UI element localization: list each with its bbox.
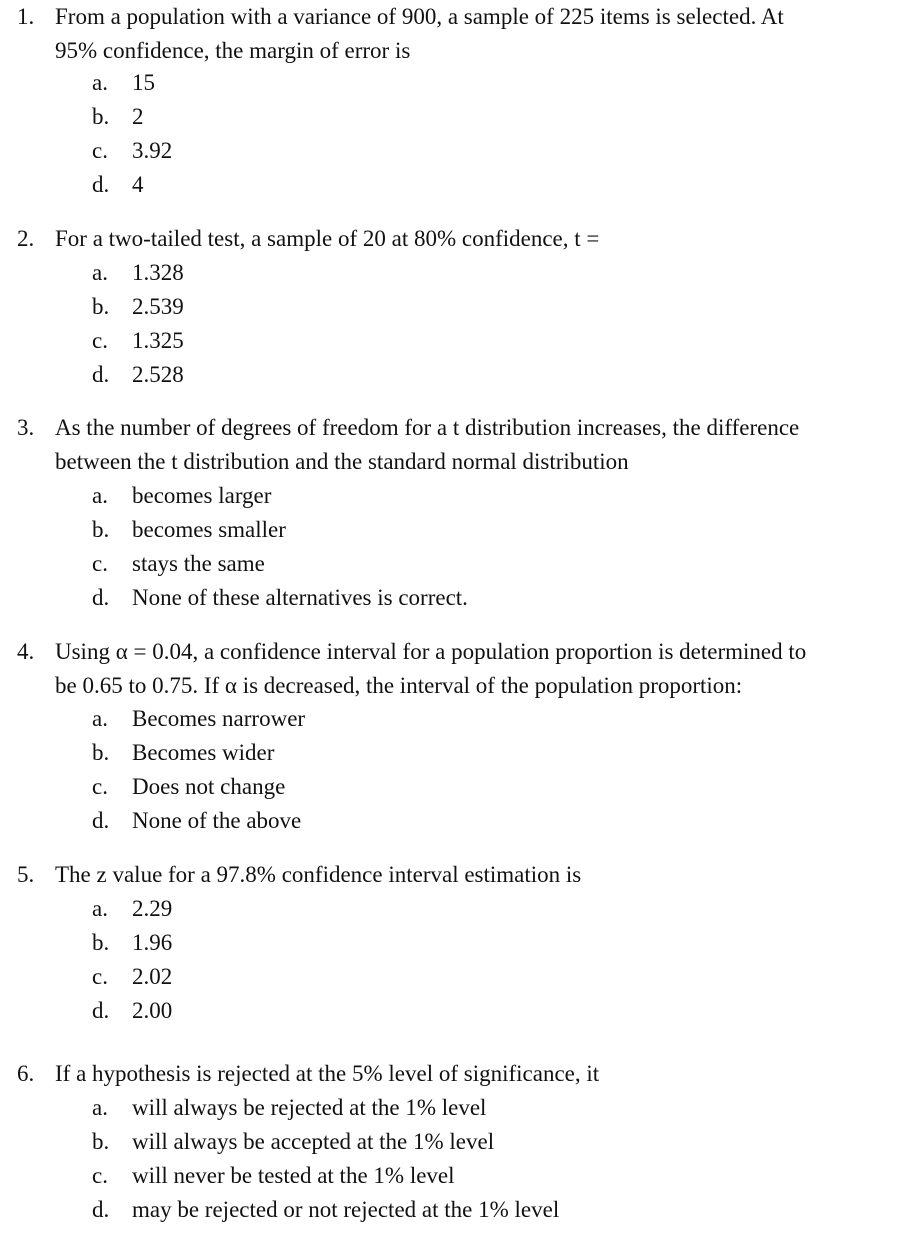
question-number: 5. — [17, 862, 35, 887]
stem-line: be 0.65 to 0.75. If α is decreased, the interval of the population proportion: — [55, 673, 743, 698]
option-letter: d. — [92, 362, 110, 387]
option-letter: d. — [92, 998, 110, 1023]
option-a — [92, 1091, 486, 1125]
option-b — [92, 100, 144, 134]
question-number: 1. — [17, 4, 35, 29]
option-letter: a. — [92, 896, 108, 921]
option-text: will always be accepted at the 1% level — [132, 1129, 495, 1154]
option-c — [92, 1159, 455, 1193]
option-letter: a. — [92, 1095, 108, 1120]
option-a — [92, 256, 184, 290]
option-letter: a. — [92, 260, 108, 285]
question-stem — [55, 222, 910, 256]
option-d — [92, 1193, 559, 1227]
stem-line: Using α = 0.04, a confidence interval for a population proportion is determined to — [55, 639, 807, 664]
option-letter: d. — [92, 1197, 110, 1222]
question-number: 2. — [17, 226, 35, 251]
option-text: 2.528 — [132, 362, 184, 387]
option-text: 2 — [132, 104, 144, 129]
option-c — [92, 770, 285, 804]
question-number: 3. — [17, 415, 35, 440]
option-letter: b. — [92, 104, 110, 129]
stem-line: The z value for a 97.8% confidence interval estimation is — [55, 862, 582, 887]
option-d — [92, 994, 172, 1028]
option-text: 3.92 — [132, 138, 173, 163]
question-stem — [55, 635, 910, 703]
option-letter: d. — [92, 585, 110, 610]
option-text: None of these alternatives is correct. — [132, 585, 468, 610]
option-text: becomes larger — [132, 483, 272, 508]
option-b — [92, 1125, 494, 1159]
option-c — [92, 960, 172, 994]
option-letter: b. — [92, 930, 110, 955]
question-stem — [55, 0, 910, 68]
option-a — [92, 479, 271, 513]
option-b — [92, 513, 286, 547]
option-text: Becomes narrower — [132, 706, 306, 731]
stem-line: As the number of degrees of freedom for a t distribution increases, the difference — [55, 415, 800, 440]
option-d — [92, 581, 468, 615]
option-c — [92, 324, 184, 358]
option-c — [92, 547, 265, 581]
question-stem — [55, 411, 910, 479]
option-text: 1.328 — [132, 260, 184, 285]
option-text: 4 — [132, 172, 144, 197]
option-text: will always be rejected at the 1% level — [132, 1095, 487, 1120]
option-letter: c. — [92, 964, 108, 989]
stem-line: 95% confidence, the margin of error is — [55, 38, 411, 63]
option-text: 2.02 — [132, 964, 173, 989]
option-letter: c. — [92, 138, 108, 163]
option-text: will never be tested at the 1% level — [132, 1163, 455, 1188]
option-text: stays the same — [132, 551, 265, 576]
option-a — [92, 702, 305, 736]
option-letter: b. — [92, 740, 110, 765]
stem-line: between the t distribution and the standard normal distribution — [55, 449, 629, 474]
option-a — [92, 66, 155, 100]
option-letter: d. — [92, 808, 110, 833]
question-stem — [55, 1057, 910, 1091]
question-number: 4. — [17, 639, 35, 664]
option-letter: a. — [92, 483, 108, 508]
option-letter: c. — [92, 328, 108, 353]
option-d — [92, 358, 184, 392]
option-text: becomes smaller — [132, 517, 286, 542]
option-text: 2.539 — [132, 294, 184, 319]
option-d — [92, 804, 301, 838]
option-c — [92, 134, 172, 168]
option-d — [92, 168, 144, 202]
option-text: 1.96 — [132, 930, 173, 955]
option-letter: a. — [92, 706, 108, 731]
option-text: may be rejected or not rejected at the 1% level — [132, 1197, 560, 1222]
option-text: Does not change — [132, 774, 286, 799]
stem-line: From a population with a variance of 900, a sample of 225 items is selected. At — [55, 4, 784, 29]
option-letter: d. — [92, 172, 110, 197]
option-text: 1.325 — [132, 328, 184, 353]
option-a — [92, 892, 172, 926]
stem-line: If a hypothesis is rejected at the 5% level of significance, it — [55, 1061, 600, 1086]
option-letter: b. — [92, 294, 110, 319]
stem-line: For a two-tailed test, a sample of 20 at 80% confidence, t = — [55, 226, 600, 251]
option-text: 2.29 — [132, 896, 173, 921]
option-b — [92, 736, 274, 770]
option-text: 2.00 — [132, 998, 173, 1023]
option-letter: b. — [92, 1129, 110, 1154]
option-b — [92, 926, 172, 960]
question-number: 6. — [17, 1061, 35, 1086]
option-letter: c. — [92, 774, 108, 799]
option-letter: a. — [92, 70, 108, 95]
question-stem — [55, 858, 910, 892]
option-letter: c. — [92, 551, 108, 576]
option-text: None of the above — [132, 808, 302, 833]
option-text: Becomes wider — [132, 740, 275, 765]
option-letter: c. — [92, 1163, 108, 1188]
option-text: 15 — [132, 70, 155, 95]
option-letter: b. — [92, 517, 110, 542]
option-b — [92, 290, 184, 324]
